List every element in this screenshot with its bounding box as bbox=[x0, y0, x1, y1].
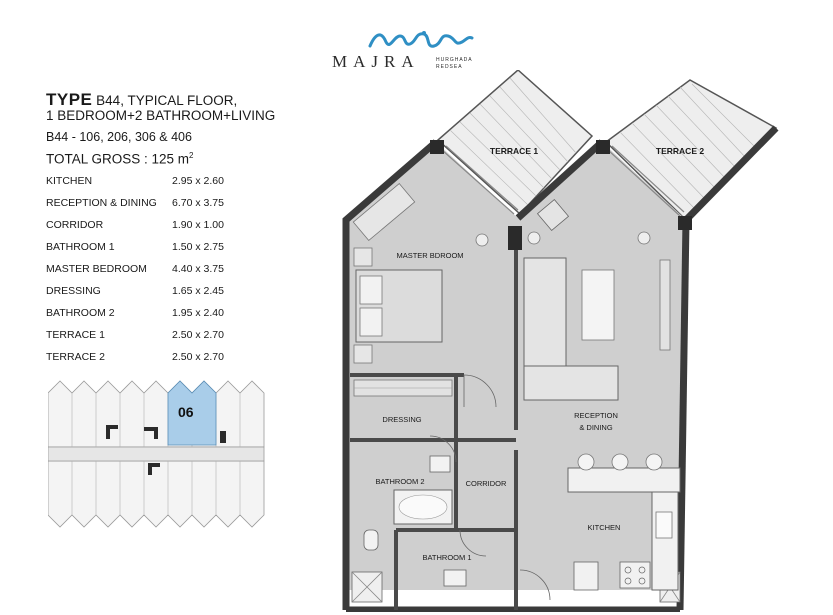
room-dims: 1.95 x 2.40 bbox=[172, 306, 224, 319]
label-dressing: DRESSING bbox=[382, 415, 422, 424]
pillow-icon bbox=[360, 276, 382, 304]
kitchen-counter-icon bbox=[652, 492, 678, 590]
lamp-icon bbox=[476, 234, 488, 246]
toilet-icon bbox=[364, 530, 378, 550]
washbasin-icon bbox=[430, 456, 450, 472]
type-word: TYPE bbox=[46, 90, 93, 109]
room-row bbox=[46, 280, 316, 302]
label-kitchen: KITCHEN bbox=[587, 523, 621, 532]
label-master-bedroom: MASTER BDROOM bbox=[396, 251, 464, 260]
key-plan-unit-label: 06 bbox=[178, 404, 194, 420]
plant-icon bbox=[638, 232, 650, 244]
room-schedule bbox=[46, 170, 316, 368]
logo-sub-region: REDSEA bbox=[436, 64, 463, 70]
bathtub-basin bbox=[399, 495, 447, 519]
hob-icon bbox=[620, 562, 650, 588]
sink-icon bbox=[656, 512, 672, 538]
bar-stool-icon bbox=[578, 454, 594, 470]
unit-numbers: B44 - 106, 206, 306 & 406 bbox=[46, 130, 192, 144]
room-name: DRESSING bbox=[46, 284, 101, 297]
label-terrace-1: TERRACE 1 bbox=[489, 146, 539, 156]
room-dims: 2.95 x 2.60 bbox=[172, 174, 224, 187]
room-name: TERRACE 2 bbox=[46, 350, 105, 363]
washbasin-icon bbox=[444, 570, 466, 586]
room-name: BATHROOM 2 bbox=[46, 306, 115, 319]
room-dims: 2.50 x 2.70 bbox=[172, 328, 224, 341]
pillow-icon bbox=[360, 308, 382, 336]
room-dims: 2.50 x 2.70 bbox=[172, 350, 224, 363]
nightstand-icon bbox=[354, 248, 372, 266]
room-row bbox=[46, 302, 316, 324]
label-terrace-2: TERRACE 2 bbox=[655, 146, 705, 156]
room-row bbox=[46, 192, 316, 214]
room-name: MASTER BEDROOM bbox=[46, 262, 147, 275]
room-name: RECEPTION & DINING bbox=[46, 196, 157, 209]
room-name: CORRIDOR bbox=[46, 218, 104, 231]
plant-icon bbox=[528, 232, 540, 244]
room-row bbox=[46, 258, 316, 280]
room-row bbox=[46, 236, 316, 258]
coffee-table-icon bbox=[582, 270, 614, 340]
label-corridor: CORRIDOR bbox=[465, 479, 507, 488]
type-detail: B44, TYPICAL FLOOR, bbox=[96, 93, 238, 108]
tv-unit-icon bbox=[660, 260, 670, 350]
bar-stool-icon bbox=[612, 454, 628, 470]
label-reception: RECEPTION bbox=[574, 411, 618, 420]
fridge-icon bbox=[574, 562, 598, 590]
room-dims: 4.40 x 3.75 bbox=[172, 262, 224, 275]
unit-config: 1 BEDROOM+2 BATHROOM+LIVING bbox=[46, 108, 276, 123]
label-dining: & DINING bbox=[579, 423, 613, 432]
room-row bbox=[46, 324, 316, 346]
logo-sub-city: HURGHADA bbox=[436, 57, 473, 63]
area-unit-sup: 2 bbox=[189, 151, 194, 160]
sofa-chaise-icon bbox=[524, 366, 618, 400]
room-dims: 1.50 x 2.75 bbox=[172, 240, 224, 253]
logo-brand: MAJRA bbox=[332, 52, 420, 71]
floor-plan bbox=[330, 70, 825, 612]
key-plan bbox=[48, 375, 318, 535]
room-dims: 6.70 x 3.75 bbox=[172, 196, 224, 209]
room-name: KITCHEN bbox=[46, 174, 93, 187]
unit-type-title bbox=[46, 92, 316, 108]
kitchen-island-icon bbox=[568, 468, 680, 492]
total-gross-label: TOTAL GROSS : 125 m bbox=[46, 151, 190, 167]
bar-stool-icon bbox=[646, 454, 662, 470]
room-name: BATHROOM 1 bbox=[46, 240, 115, 253]
room-row bbox=[46, 214, 316, 236]
room-dims: 1.65 x 2.45 bbox=[172, 284, 224, 297]
unit-spec-panel bbox=[46, 92, 316, 368]
label-bathroom-2: BATHROOM 2 bbox=[375, 477, 425, 486]
label-bathroom-1: BATHROOM 1 bbox=[422, 553, 472, 562]
room-dims: 1.90 x 1.00 bbox=[172, 218, 224, 231]
nightstand-icon bbox=[354, 345, 372, 363]
logo-wave-icon bbox=[366, 30, 476, 52]
key-plan-building bbox=[48, 381, 264, 527]
room-row bbox=[46, 170, 316, 192]
room-row bbox=[46, 346, 316, 368]
total-gross bbox=[46, 151, 316, 167]
room-name: TERRACE 1 bbox=[46, 328, 105, 341]
